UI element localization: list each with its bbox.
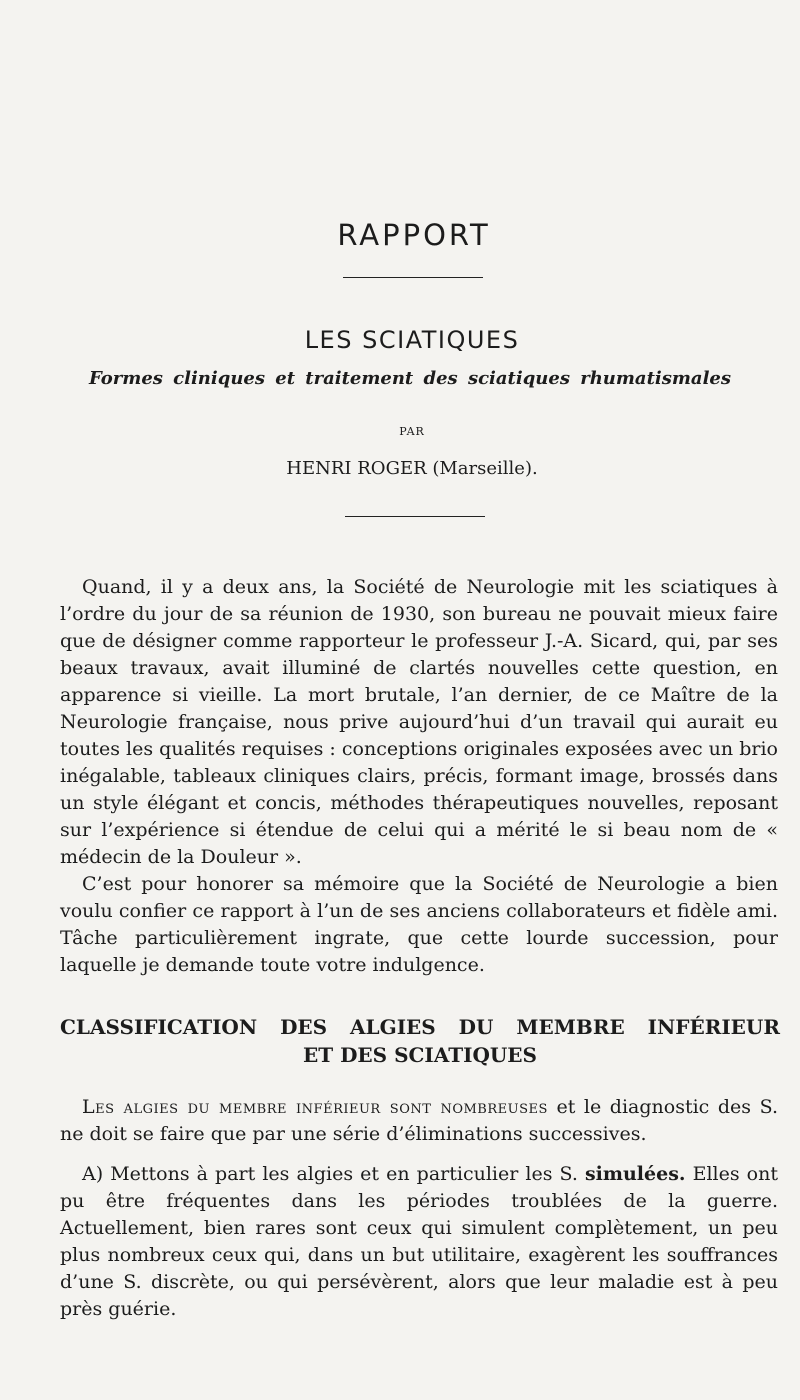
report-subject: LES SCIATIQUES (304, 326, 520, 354)
author-line: HENRI ROGER (Marseille). (286, 458, 538, 479)
section-heading-line-1: CLASSIFICATION DES ALGIES DU MEMBRE INFÉRIEUR (60, 1015, 780, 1039)
section-paragraph-1 (60, 1094, 778, 1148)
section-paragraph-2-start: A) Mettons à part les algies et en particulier les S. (82, 1163, 585, 1185)
section-lead-smallcaps: Les algies du membre inférieur sont nombreuses (82, 1096, 548, 1118)
section-heading (60, 1013, 780, 1069)
section-paragraph-2 (60, 1161, 778, 1323)
section-heading-line-2: ET DES SCIATIQUES (302, 1043, 537, 1067)
intro-text (60, 574, 778, 979)
report-subtitle: Formes cliniques et traitement des sciatiques rhumatismales (88, 368, 732, 389)
simulated-term: simulées. (584, 1163, 686, 1185)
title-divider (343, 277, 483, 278)
intro-paragraph-2: C’est pour honorer sa mémoire que la Société de Neurologie a bien voulu confier ce rapport à l’un de ses anciens collaborateurs et fidèle ami. Tâche particulièrement ingrate, que cette lourde succession, pour laquelle je demande toute votre indulgence. (60, 873, 778, 976)
section-paragraph-1-rest: et le diagnostic des S. ne doit se faire que par une série d’éliminations successives. (60, 1096, 778, 1145)
section-paragraph-2-rest: Elles ont pu être fréquentes dans les périodes troublées de la guerre. Actuellement, bien rares sont ceux qui simulent complètement, un peu plus nombreux ceux qui, dans un but utilitaire, exagèrent les souffrances d’une S. discrète, ou qui persévèrent, alors que leur maladie est à peu près guérie. (60, 1163, 778, 1320)
report-title: RAPPORT (337, 218, 491, 252)
intro-paragraph-1: Quand, il y a deux ans, la Société de Neurologie mit les sciatiques à l’ordre du jour de sa réunion de 1930, son bureau ne pouvait mieux faire que de désigner comme rapporteur le professeur J.-A. Sicard, qui, par ses beaux travaux, avait illuminé de clartés nouvelles cette question, en apparence si vieille. La mort brutale, l’an dernier, de ce Maître de la Neurologie française, nous prive aujourd’hui d’un travail qui aurait eu toutes les qualités requises : conceptions originales exposées avec un brio inégalable, tableaux cliniques clairs, précis, formant image, brossés dans un style élégant et concis, méthodes thérapeutiques nouvelles, reposant sur l’expérience si étendue de celui qui a mérité le si beau nom de « médecin de la Douleur ». (60, 576, 778, 868)
author-divider (345, 516, 485, 517)
by-label: PAR (399, 425, 425, 438)
